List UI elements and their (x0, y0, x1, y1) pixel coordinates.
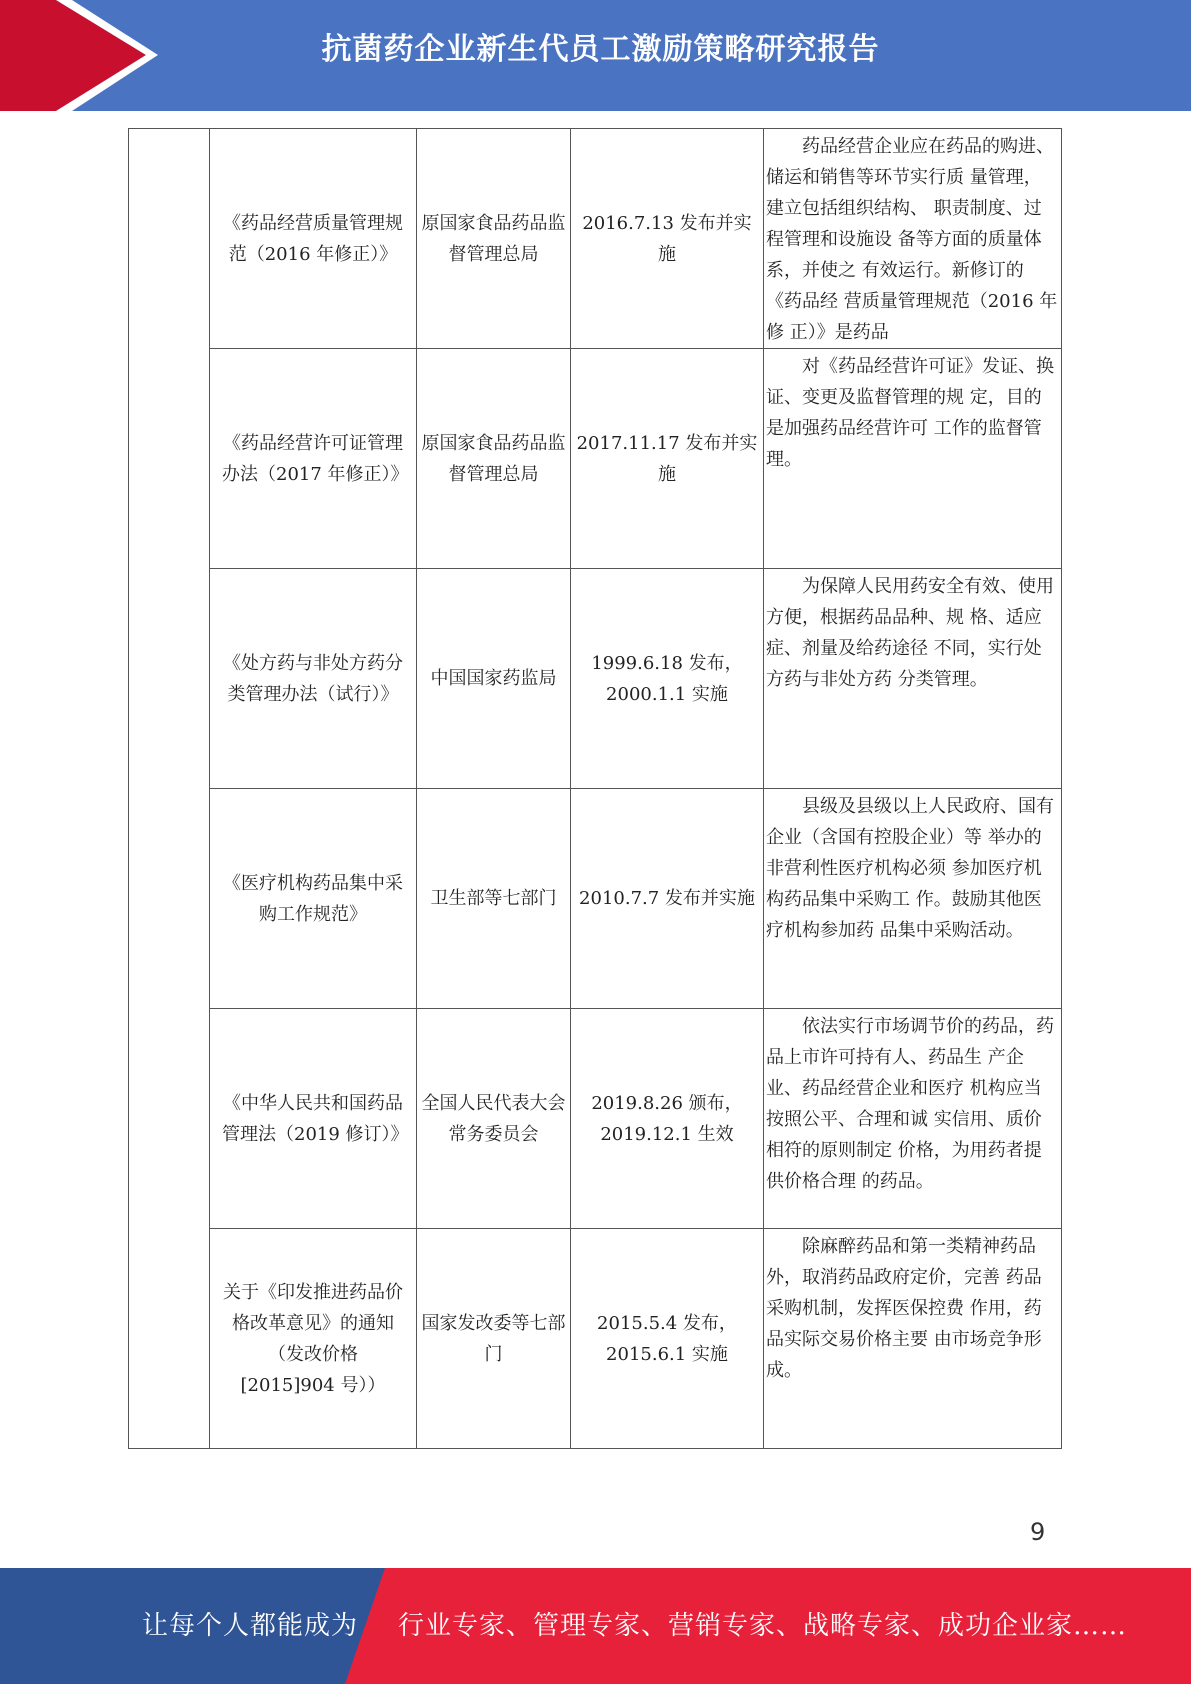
regulation-name: 《药品经营许可证管理办法（2017 年修正）》 (210, 349, 417, 569)
page-number: 9 (1030, 1518, 1046, 1546)
issue-date: 2010.7.7 发布并实施 (571, 789, 764, 1009)
regulation-description: 对《药品经营许可证》发证、换证、变更及监督管理的规 定，目的是加强药品经营许可 工作的监督管理。 (766, 356, 1054, 470)
table-row (129, 1009, 1062, 1229)
issue-date: 2016.7.13 发布并实施 (571, 129, 764, 349)
regulations-table (128, 128, 1062, 1449)
footer-slogan: 让每个人都能成为 (142, 1611, 359, 1641)
regulation-description: 依法实行市场调节价的药品，药品上市许可持有人、药品生 产企业、药品经营企业和医疗 机构应当按照公平、合理和诚 实信用、质价相符的原则制定 价格，为用药者提供价格合理 的药品。 (766, 1016, 1054, 1192)
regulation-name: 《中华人民共和国药品管理法（2019 修订）》 (210, 1009, 417, 1229)
regulation-description-cell (764, 569, 1062, 789)
regulation-name: 《药品经营质量管理规范（2016 年修正）》 (210, 129, 417, 349)
regulations-table-container (128, 128, 1062, 1449)
category-cell (129, 129, 210, 1449)
table-row (129, 349, 1062, 569)
regulation-name: 《医疗机构药品集中采购工作规范》 (210, 789, 417, 1009)
issuing-authority: 原国家食品药品监督管理总局 (417, 349, 571, 569)
regulation-description-cell (764, 1009, 1062, 1229)
table-row (129, 129, 1062, 349)
regulation-description: 为保障人民用药安全有效、使用方便，根据药品品种、规 格、适应症、剂量及给药途径 不同，实行处方药与非处方药 分类管理。 (766, 576, 1054, 690)
issuing-authority: 卫生部等七部门 (417, 789, 571, 1009)
issuing-authority: 全国人民代表大会常务委员会 (417, 1009, 571, 1229)
table-row (129, 1229, 1062, 1449)
table-row (129, 789, 1062, 1009)
regulation-description: 药品经营企业应在药品的购进、储运和销售等环节实行质 量管理，建立包括组织结构、 职责制度、过程管理和设施设 备等方面的质量体系，并使之 有效运行。新修订的《药品经 营质量管理规范（2016 年修 正）》是药品 (766, 136, 1058, 343)
page-header (0, 0, 1191, 111)
issuing-authority: 原国家食品药品监督管理总局 (417, 129, 571, 349)
regulation-description: 除麻醉药品和第一类精神药品外，取消药品政府定价，完善 药品采购机制，发挥医保控费 作用，药品实际交易价格主要 由市场竞争形成。 (766, 1236, 1042, 1381)
issuing-authority: 国家发改委等七部门 (417, 1229, 571, 1449)
issue-date: 2019.8.26 颁布，2019.12.1 生效 (571, 1009, 764, 1229)
issue-date: 1999.6.18 发布，2000.1.1 实施 (571, 569, 764, 789)
issuing-authority: 中国国家药监局 (417, 569, 571, 789)
regulation-description-cell (764, 129, 1062, 349)
footer-roles: 行业专家、管理专家、营销专家、战略专家、成功企业家…… (398, 1611, 1128, 1641)
regulation-description-cell (764, 1229, 1062, 1449)
regulation-name: 关于《印发推进药品价格改革意见》的通知（发改价格[2015]904 号）） (210, 1229, 417, 1449)
regulation-description-cell (764, 349, 1062, 569)
regulation-description: 县级及县级以上人民政府、国有企业（含国有控股企业）等 举办的非营利性医疗机构必须 参加医疗机构药品集中采购工 作。鼓励其他医疗机构参加药 品集中采购活动。 (766, 796, 1054, 941)
report-title: 抗菌药企业新生代员工激励策略研究报告 (321, 32, 880, 67)
table-row (129, 569, 1062, 789)
page-footer (0, 1568, 1191, 1684)
regulation-name: 《处方药与非处方药分类管理办法（试行）》 (210, 569, 417, 789)
regulation-description-cell (764, 789, 1062, 1009)
issue-date: 2015.5.4 发布，2015.6.1 实施 (571, 1229, 764, 1449)
issue-date: 2017.11.17 发布并实施 (571, 349, 764, 569)
